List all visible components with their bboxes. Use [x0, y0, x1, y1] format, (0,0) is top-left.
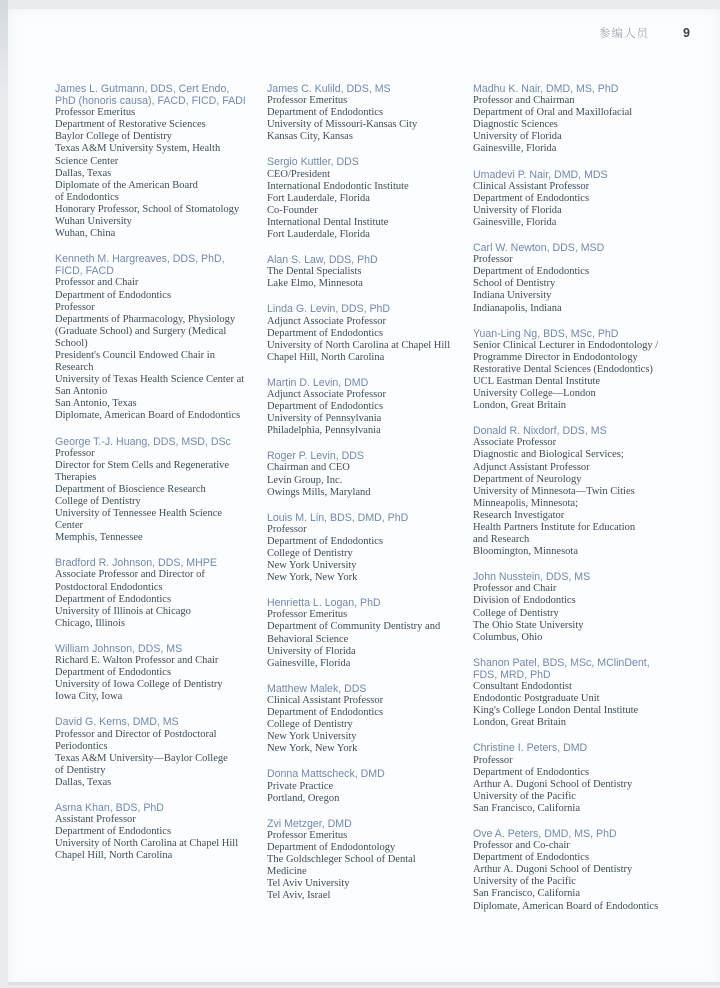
affiliation-line: Center	[55, 520, 83, 532]
contributors-list	[55, 83, 701, 926]
affiliation-line: University of Minnesota—Twin Cities	[473, 485, 635, 497]
affiliation-line: Science Center	[55, 155, 119, 167]
affiliation-line: Memphis, Tennessee	[55, 532, 143, 544]
contributor-entry	[55, 253, 267, 422]
affiliation-line: Director for Stem Cells and Regenerative	[55, 459, 230, 471]
page-header	[599, 25, 690, 41]
affiliation-line: Department of Endodontics	[473, 766, 590, 778]
affiliation-line: New York, New York	[267, 743, 358, 755]
affiliation-line: University of the Pacific	[473, 876, 576, 888]
affiliation-line: University of Florida	[473, 131, 562, 143]
affiliation-line: Professor	[473, 754, 513, 766]
affiliation-line: CEO/President	[267, 168, 330, 180]
affiliation-line: Professor Emeritus	[55, 107, 136, 119]
contributor-name: Roger P. Levin, DDS	[267, 450, 364, 463]
contributor-name: Donald R. Nixdorf, DDS, MS	[473, 425, 607, 438]
affiliation-line: Clinical Assistant Professor	[473, 180, 590, 192]
contributor-entry	[473, 571, 701, 644]
affiliation-line: University College—London	[473, 388, 596, 400]
contributor-name: Sergio Kuttler, DDS	[267, 156, 359, 169]
affiliation-line: of Endodontics	[55, 191, 119, 203]
affiliation-line: Iowa City, Iowa	[55, 691, 123, 703]
affiliation-line: Department of Endodontics	[55, 593, 172, 605]
contributor-name: Martin D. Levin, DMD	[267, 376, 369, 389]
affiliation-line: Adjunct Associate Professor	[267, 388, 386, 400]
affiliation-line: Professor and Chairman	[473, 95, 575, 107]
affiliation-line: President's Council Endowed Chair in	[55, 349, 215, 361]
affiliation-line: Professor	[55, 301, 95, 313]
affiliation-line: San Francisco, California	[473, 888, 581, 900]
affiliation-line: Arthur A. Dugoni School of Dentistry	[473, 864, 633, 876]
contributor-name: James L. Gutmann, DDS, Cert Endo,	[55, 83, 230, 95]
affiliation-line: Chicago, Illinois	[55, 617, 125, 629]
affiliation-line: College of Dentistry	[267, 719, 353, 731]
contributor-entry	[267, 254, 473, 290]
affiliation-line: Senior Clinical Lecturer in Endodontology /	[473, 339, 659, 351]
affiliation-line: King's College London Dental Institute	[473, 705, 639, 717]
contributor-entry	[267, 450, 473, 498]
affiliation-line: Gainesville, Florida	[473, 216, 557, 228]
affiliation-line: Lake Elmo, Minnesota	[267, 278, 363, 290]
contributor-name: Christine I. Peters, DMD	[473, 742, 588, 755]
affiliation-line: New York University	[267, 731, 357, 743]
affiliation-line: Arthur A. Dugoni School of Dentistry	[473, 778, 633, 790]
affiliation-line: Professor and Director of Postdoctoral	[55, 728, 217, 740]
affiliation-line: New York, New York	[267, 572, 358, 584]
affiliation-line: Chapel Hill, North Carolina	[267, 351, 385, 363]
affiliation-line: Department of Restorative Sciences	[55, 119, 206, 131]
affiliation-line: University of Florida	[473, 204, 562, 216]
affiliation-line: Kansas City, Kansas	[267, 131, 353, 143]
contributor-entry	[55, 716, 267, 789]
affiliation-line: University of North Carolina at Chapel Hill	[267, 339, 451, 351]
affiliation-line: University of Pennsylvania	[267, 413, 382, 425]
affiliation-line: Division of Endodontics	[473, 595, 576, 607]
affiliation-line: Professor Emeritus	[267, 829, 348, 841]
affiliation-line: Research	[55, 362, 94, 374]
affiliation-line: Levin Group, Inc.	[267, 474, 343, 486]
affiliation-line: Wuhan, China	[55, 228, 116, 240]
contributor-entry	[55, 557, 267, 630]
contributor-entry	[267, 683, 473, 756]
affiliation-line: College of Dentistry	[473, 607, 559, 619]
affiliation-line: Baylor College of Dentistry	[55, 131, 172, 143]
affiliation-line: Richard E. Walton Professor and Chair	[55, 655, 219, 667]
affiliation-line: Department of Community Dentistry and	[267, 621, 441, 633]
contributor-entry	[267, 597, 473, 670]
affiliation-line: Minneapolis, Minnesota;	[473, 497, 578, 509]
affiliation-line: Private Practice	[267, 780, 334, 792]
scan-edge-artifact	[0, 0, 8, 120]
affiliation-line: Columbus, Ohio	[473, 631, 543, 643]
affiliation-line: Professor Emeritus	[267, 609, 348, 621]
affiliation-line: University of Iowa College of Dentistry	[55, 679, 223, 691]
contributor-entry	[473, 328, 701, 413]
contributor-entry	[267, 156, 473, 241]
affiliation-line: Indiana University	[473, 290, 552, 302]
contributor-name: PhD (honoris causa), FACD, FICD, FADI	[55, 95, 246, 108]
contributor-entry	[267, 818, 473, 903]
affiliation-line: London, Great Britain	[473, 717, 567, 729]
page-number: 9	[683, 26, 690, 40]
affiliation-line: and Research	[473, 534, 530, 546]
contributors-column	[267, 83, 473, 926]
affiliation-line: Indianapolis, Indiana	[473, 302, 562, 314]
affiliation-line: UCL Eastman Dental Institute	[473, 375, 601, 387]
affiliation-line: University of Missouri-Kansas City	[267, 119, 418, 131]
affiliation-line: New York University	[267, 560, 357, 572]
affiliation-line: Co-Founder	[267, 204, 318, 216]
contributor-entry	[55, 643, 267, 703]
affiliation-line: Associate Professor	[473, 437, 557, 449]
affiliation-line: Endodontic Postgraduate Unit	[473, 693, 600, 705]
affiliation-line: San Francisco, California	[473, 802, 581, 814]
affiliation-line: Department of Neurology	[473, 473, 582, 485]
affiliation-line: of Dentistry	[55, 764, 106, 776]
contributor-name: Henrietta L. Logan, PhD	[267, 597, 381, 610]
contributor-entry	[55, 436, 267, 545]
contributor-entry	[267, 83, 473, 143]
contributor-name: Louis M. Lin, BDS, DMD, PhD	[267, 511, 409, 524]
affiliation-line: Clinical Assistant Professor	[267, 694, 384, 706]
affiliation-line: Chairman and CEO	[267, 462, 350, 474]
contributor-entry	[267, 303, 473, 363]
affiliation-line: Department of Endodontics	[55, 826, 172, 838]
contributor-entry	[473, 169, 701, 229]
affiliation-line: Periodontics	[55, 740, 108, 752]
contributor-name: Donna Mattscheck, DMD	[267, 768, 385, 781]
contributor-entry	[473, 83, 701, 156]
affiliation-line: The Goldschleger School of Dental	[267, 853, 416, 865]
affiliation-line: University of Tennessee Health Science	[55, 508, 223, 520]
contributor-name: James C. Kulild, DDS, MS	[267, 83, 391, 95]
affiliation-line: San Antonio	[55, 386, 108, 398]
page-header-label: 参编人员	[599, 28, 650, 40]
affiliation-line: International Dental Institute	[267, 216, 389, 228]
affiliation-line: Tel Aviv, Israel	[267, 890, 331, 902]
contributor-entry	[473, 425, 701, 558]
affiliation-line: Portland, Oregon	[267, 792, 340, 804]
contributor-name: John Nusstein, DDS, MS	[473, 571, 591, 584]
affiliation-line: Department of Endodontics	[267, 401, 384, 413]
affiliation-line: Department of Endodontics	[55, 289, 172, 301]
affiliation-line: Fort Lauderdale, Florida	[267, 192, 370, 204]
affiliation-line: The Ohio State University	[473, 619, 584, 631]
affiliation-line: School of Dentistry	[473, 278, 556, 290]
affiliation-line: Gainesville, Florida	[267, 657, 351, 669]
affiliation-line: Philadelphia, Pennsylvania	[267, 425, 381, 437]
affiliation-line: Consultant Endodontist	[473, 681, 572, 693]
affiliation-line: Departments of Pharmacology, Physiology	[55, 313, 236, 325]
affiliation-line: Owings Mills, Maryland	[267, 486, 371, 498]
affiliation-line: Department of Endodontology	[267, 841, 396, 853]
contributor-name: Zvi Metzger, DMD	[267, 817, 352, 830]
affiliation-line: Programme Director in Endodontology	[473, 351, 638, 363]
affiliation-line: Wuhan University	[55, 216, 132, 228]
contributors-column	[55, 83, 267, 926]
affiliation-line: Research Investigator	[473, 509, 565, 521]
affiliation-line: School)	[55, 337, 88, 349]
affiliation-line: Assistant Professor	[55, 814, 136, 826]
affiliation-line: Department of Endodontics	[267, 535, 384, 547]
affiliation-line: Department of Bioscience Research	[55, 483, 206, 495]
contributor-name: Asma Khan, BDS, PhD	[55, 801, 164, 814]
affiliation-line: Department of Endodontics	[267, 107, 384, 119]
contributor-name: Bradford R. Johnson, DDS, MHPE	[55, 557, 217, 570]
affiliation-line: Diagnostic Sciences	[473, 119, 558, 131]
affiliation-line: Dallas, Texas	[55, 776, 112, 788]
affiliation-line: Diplomate, American Board of Endodontics	[55, 410, 241, 422]
contributor-name: Matthew Malek, DDS	[267, 682, 367, 695]
affiliation-line: Department of Endodontics	[267, 707, 384, 719]
affiliation-line: Tel Aviv University	[267, 878, 350, 890]
affiliation-line: Diplomate, American Board of Endodontics	[473, 900, 659, 912]
affiliation-line: San Antonio, Texas	[55, 398, 137, 410]
contributors-column	[473, 83, 701, 926]
affiliation-line: University of Illinois at Chicago	[55, 605, 191, 617]
affiliation-line: Professor Emeritus	[267, 95, 348, 107]
affiliation-line: Honorary Professor, School of Stomatology	[55, 203, 240, 215]
affiliation-line: University of Florida	[267, 645, 356, 657]
contributor-entry	[267, 768, 473, 804]
contributor-name: Kenneth M. Hargreaves, DDS, PhD,	[55, 253, 225, 266]
affiliation-line: The Dental Specialists	[267, 266, 362, 278]
affiliation-line: Professor	[55, 447, 95, 459]
contributor-name: Carl W. Newton, DDS, MSD	[473, 242, 605, 255]
contributor-entry	[267, 377, 473, 437]
contributor-name: Madhu K. Nair, DMD, MS, PhD	[473, 83, 619, 95]
affiliation-line: Health Partners Institute for Education	[473, 522, 636, 533]
contributor-name: William Johnson, DDS, MS	[55, 642, 183, 655]
affiliation-line: Professor	[267, 523, 307, 535]
affiliation-line: (Graduate School) and Surgery (Medical	[55, 325, 227, 337]
affiliation-line: Diplomate of the American Board	[55, 179, 198, 191]
affiliation-line: Adjunct Assistant Professor	[473, 461, 590, 473]
affiliation-line: Department of Endodontics	[55, 667, 172, 679]
contributor-entry	[473, 657, 701, 730]
contributor-name: Alan S. Law, DDS, PhD	[267, 254, 378, 267]
affiliation-line: Department of Endodontics	[473, 852, 590, 864]
affiliation-line: Associate Professor and Director of	[55, 569, 205, 581]
affiliation-line: Professor and Co-chair	[473, 840, 570, 852]
contributor-entry	[473, 828, 701, 913]
affiliation-line: Diagnostic and Biological Services;	[473, 449, 624, 461]
affiliation-line: Department of Oral and Maxillofacial	[473, 107, 633, 119]
contributor-entry	[473, 742, 701, 815]
contributor-name: FICD, FACD	[55, 265, 114, 278]
affiliation-line: Texas A&M University—Baylor College	[55, 752, 228, 764]
affiliation-line: London, Great Britain	[473, 400, 567, 412]
affiliation-line: Gainesville, Florida	[473, 143, 557, 155]
affiliation-line: University of Texas Health Science Center at	[55, 374, 245, 386]
contributor-name: Ove A. Peters, DMD, MS, PhD	[473, 827, 617, 840]
affiliation-line: University of North Carolina at Chapel Hill	[55, 838, 239, 850]
contributor-entry	[473, 242, 701, 315]
affiliation-line: Bloomington, Minnesota	[473, 546, 578, 558]
affiliation-line: Department of Endodontics	[473, 266, 590, 278]
scan-bottom-edge	[8, 982, 720, 985]
contributor-name: Shanon Patel, BDS, MSc, MClinDent,	[473, 656, 650, 669]
contributor-entry	[267, 512, 473, 585]
contributor-name: George T.-J. Huang, DDS, MSD, DSc	[55, 435, 231, 448]
contributor-name: Yuan-Ling Ng, BDS, MSc, PhD	[473, 327, 619, 340]
affiliation-line: Texas A&M University System, Health	[55, 143, 221, 155]
affiliation-line: Dallas, Texas	[55, 167, 112, 179]
contributor-entry	[55, 83, 267, 240]
contributor-entry	[55, 802, 267, 862]
affiliation-line: College of Dentistry	[55, 496, 141, 507]
affiliation-line: Fort Lauderdale, Florida	[267, 229, 370, 241]
affiliation-line: University of the Pacific	[473, 790, 576, 802]
affiliation-line: Medicine	[267, 866, 307, 878]
affiliation-line: International Endodontic Institute	[267, 180, 409, 192]
affiliation-line: Professor and Chair	[55, 277, 139, 289]
contributor-name: Linda G. Levin, DDS, PhD	[267, 303, 391, 316]
affiliation-line: Professor	[473, 254, 513, 266]
affiliation-line: Professor and Chair	[473, 583, 557, 595]
affiliation-line: Postdoctoral Endodontics	[55, 581, 163, 593]
affiliation-line: Department of Endodontics	[267, 327, 384, 339]
contributor-name: Umadevi P. Nair, DMD, MDS	[473, 168, 608, 181]
affiliation-line: Adjunct Associate Professor	[267, 315, 386, 327]
affiliation-line: Behavioral Science	[267, 633, 349, 645]
book-page	[8, 9, 720, 985]
affiliation-line: College of Dentistry	[267, 548, 353, 559]
contributor-name: David G. Kerns, DMD, MS	[55, 716, 179, 729]
affiliation-line: Therapies	[55, 471, 97, 483]
affiliation-line: Restorative Dental Sciences (Endodontics)	[473, 363, 653, 375]
contributor-name: FDS, MRD, PhD	[473, 668, 551, 681]
affiliation-line: Department of Endodontics	[473, 192, 590, 204]
affiliation-line: Chapel Hill, North Carolina	[55, 850, 173, 862]
